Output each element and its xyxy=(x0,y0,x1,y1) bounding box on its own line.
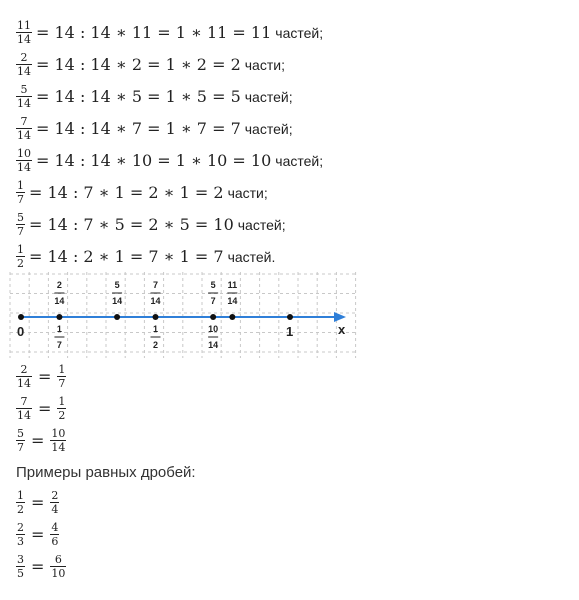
equals-sign: = xyxy=(31,493,45,512)
numerator: 1 xyxy=(17,243,24,256)
fraction-right xyxy=(50,554,66,579)
point-label-denominator: 7 xyxy=(56,340,62,350)
parts-word: части; xyxy=(227,184,268,201)
point-label-numerator: 11 xyxy=(227,280,238,290)
calc-line xyxy=(16,116,293,141)
equals-sign: = xyxy=(38,367,52,386)
equality-line xyxy=(16,490,63,515)
denominator: 14 xyxy=(17,377,31,390)
point-label-numerator: 10 xyxy=(208,324,219,334)
fraction xyxy=(16,180,25,205)
parts-word: части; xyxy=(244,56,285,73)
point xyxy=(114,314,120,320)
equality-line xyxy=(16,364,70,389)
fraction-right xyxy=(57,364,66,389)
calc-line xyxy=(16,244,275,269)
numerator: 7 xyxy=(20,395,28,408)
fraction-left xyxy=(16,554,25,579)
point xyxy=(229,314,235,320)
fraction-left xyxy=(16,364,32,389)
point-label-denominator: 2 xyxy=(152,340,159,350)
point-label-numerator: 1 xyxy=(56,324,62,334)
denominator: 7 xyxy=(17,225,24,238)
fraction xyxy=(16,212,25,237)
fraction xyxy=(16,84,32,109)
point-label-numerator: 1 xyxy=(152,324,159,334)
parts-word: частей; xyxy=(275,152,324,169)
calc-line xyxy=(16,20,323,45)
denominator: 14 xyxy=(17,161,31,174)
zero-label: 0 xyxy=(17,324,25,339)
point-label-numerator: 7 xyxy=(152,280,159,290)
calc-line xyxy=(16,180,268,205)
denominator: 14 xyxy=(17,129,31,142)
parts-word: частей; xyxy=(244,120,293,137)
denominator: 7 xyxy=(17,193,24,206)
fraction-right xyxy=(50,428,66,453)
equals-sign: = xyxy=(38,399,52,418)
denominator: 6 xyxy=(51,535,59,548)
numerator: 1 xyxy=(17,179,24,192)
numerator: 6 xyxy=(54,553,62,566)
equals-sign: = xyxy=(31,525,45,544)
expression: = 14 : 14 ∗ 2 = 1 ∗ 2 = 2 xyxy=(36,55,241,74)
denominator: 7 xyxy=(17,441,24,454)
expression: = 14 : 14 ∗ 5 = 1 ∗ 5 = 5 xyxy=(36,87,241,106)
expression: = 14 : 14 ∗ 11 = 1 ∗ 11 = 11 xyxy=(36,23,272,42)
numerator: 10 xyxy=(51,427,66,440)
numerator: 2 xyxy=(17,521,24,534)
point xyxy=(210,314,216,320)
numerator: 10 xyxy=(17,147,31,160)
numerator: 3 xyxy=(17,553,24,566)
numerator: 1 xyxy=(17,489,24,502)
denominator: 14 xyxy=(17,409,31,422)
denominator: 10 xyxy=(51,567,66,580)
expression: = 14 : 7 ∗ 1 = 2 ∗ 1 = 2 xyxy=(29,183,224,202)
point-label-denominator: 14 xyxy=(54,296,65,306)
fraction-right xyxy=(57,396,66,421)
denominator: 4 xyxy=(51,503,59,516)
point-label-denominator: 14 xyxy=(150,296,161,306)
denominator: 3 xyxy=(17,535,24,548)
point-label-denominator: 14 xyxy=(112,296,123,306)
one-label: 1 xyxy=(286,324,294,339)
numerator: 2 xyxy=(20,51,28,64)
fraction-left xyxy=(16,490,25,515)
number-line xyxy=(0,270,579,360)
point-label-denominator: 7 xyxy=(210,296,216,306)
numerator: 5 xyxy=(17,211,24,224)
parts-word: частей; xyxy=(275,24,324,41)
numerator: 1 xyxy=(58,363,66,376)
equal-fractions-heading: Примеры равных дробей: xyxy=(16,464,196,481)
numerator: 4 xyxy=(51,521,59,534)
numerator: 5 xyxy=(17,427,24,440)
equals-sign: = xyxy=(31,557,45,576)
denominator: 2 xyxy=(17,257,24,270)
equality-line xyxy=(16,554,70,579)
fraction xyxy=(16,52,32,77)
expression: = 14 : 2 ∗ 1 = 7 ∗ 1 = 7 xyxy=(29,247,224,266)
expression: = 14 : 14 ∗ 10 = 1 ∗ 10 = 10 xyxy=(36,151,272,170)
parts-word: частей. xyxy=(227,248,276,265)
point-label-numerator: 2 xyxy=(56,280,62,290)
point-zero xyxy=(18,314,24,320)
fraction-right xyxy=(50,522,59,547)
denominator: 5 xyxy=(17,567,24,580)
fraction xyxy=(16,148,32,173)
numerator: 5 xyxy=(20,83,28,96)
point xyxy=(153,314,159,320)
denominator: 14 xyxy=(17,33,31,46)
expression: = 14 : 7 ∗ 5 = 2 ∗ 5 = 10 xyxy=(29,215,234,234)
denominator: 2 xyxy=(17,503,24,516)
numerator: 7 xyxy=(20,115,28,128)
denominator: 14 xyxy=(17,97,31,110)
fraction-right xyxy=(50,490,59,515)
equality-line xyxy=(16,522,63,547)
calc-line xyxy=(16,212,286,237)
point xyxy=(287,314,293,320)
fraction xyxy=(16,244,25,269)
point-label-numerator: 5 xyxy=(210,280,216,290)
numerator: 1 xyxy=(58,395,66,408)
numerator: 2 xyxy=(20,363,28,376)
fraction xyxy=(16,116,32,141)
point-label-denominator: 14 xyxy=(208,340,219,350)
denominator: 2 xyxy=(58,409,66,422)
denominator: 14 xyxy=(17,65,31,78)
numerator: 11 xyxy=(17,19,31,32)
calc-line xyxy=(16,148,323,173)
denominator: 7 xyxy=(58,377,66,390)
expression: = 14 : 14 ∗ 7 = 1 ∗ 7 = 7 xyxy=(36,119,241,138)
numerator: 2 xyxy=(51,489,59,502)
fraction xyxy=(16,20,32,45)
point-label-denominator: 14 xyxy=(227,296,238,306)
fraction-left xyxy=(16,428,25,453)
calc-line xyxy=(16,52,285,77)
equals-sign: = xyxy=(31,431,45,450)
point xyxy=(56,314,62,320)
denominator: 14 xyxy=(51,441,66,454)
fraction-left xyxy=(16,522,25,547)
equality-line xyxy=(16,428,70,453)
calc-line xyxy=(16,84,293,109)
fraction-left xyxy=(16,396,32,421)
equality-line xyxy=(16,396,70,421)
axis-label: x xyxy=(338,322,346,337)
parts-word: частей; xyxy=(244,88,293,105)
parts-word: частей; xyxy=(237,216,286,233)
point-label-numerator: 5 xyxy=(114,280,120,290)
